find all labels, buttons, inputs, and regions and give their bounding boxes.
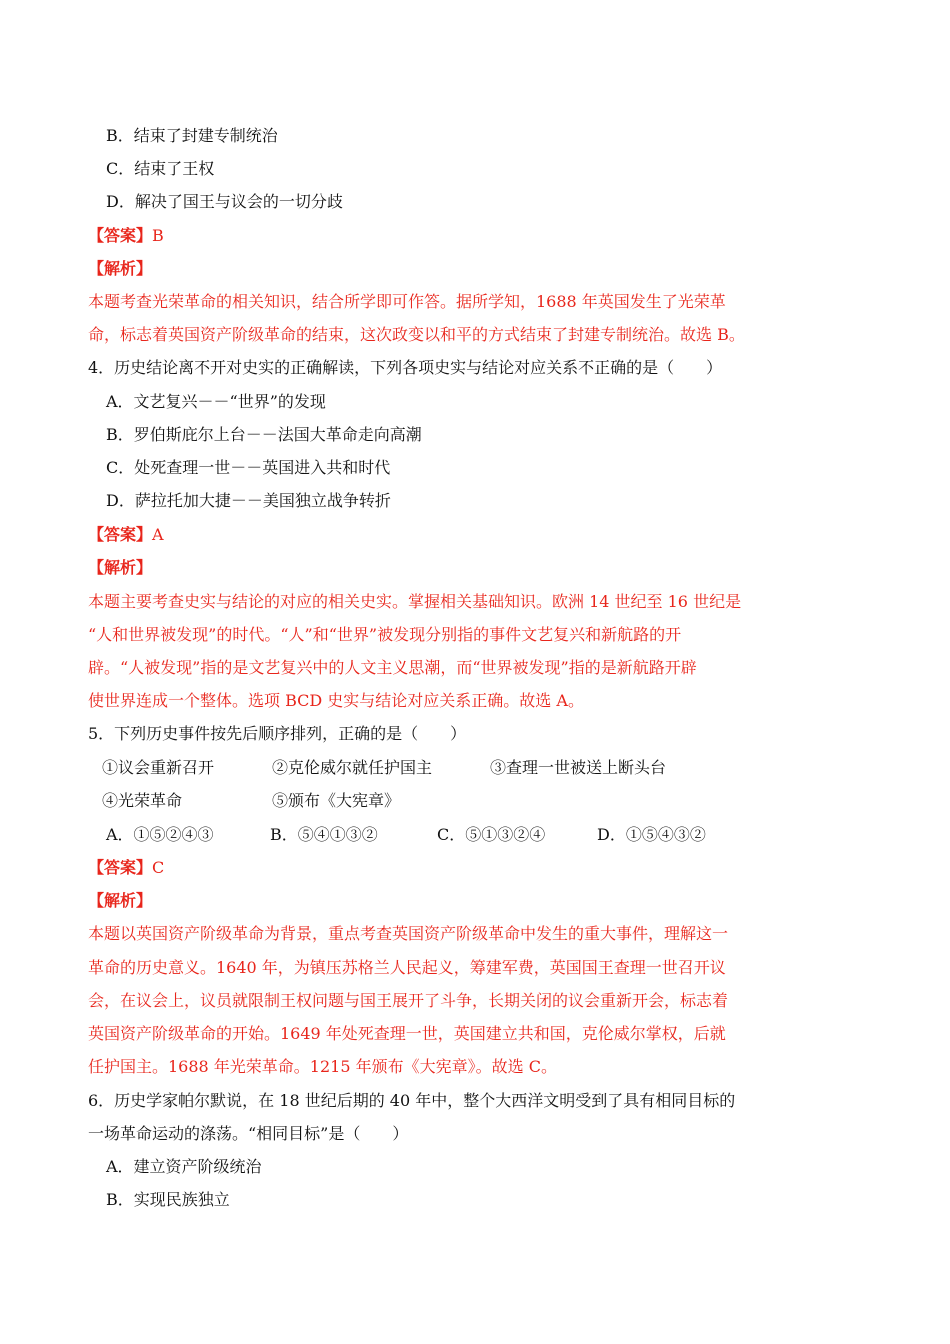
q5-analysis-line: 英国资产阶级革命的开始。1649 年处死查理一世，英国建立共和国，克伦威尔掌权，后就 <box>88 1024 726 1043</box>
q6-option-b: B．实现民族独立 <box>106 1190 230 1209</box>
q5-event: ③查理一世被送上断头台 <box>490 758 667 777</box>
q3-option-b: B．结束了封建专制统治 <box>106 126 278 145</box>
q5-stem: 5．下列历史事件按先后顺序排列，正确的是（ ） <box>88 724 467 743</box>
q6-option-a: A．建立资产阶级统治 <box>106 1157 262 1176</box>
q5-analysis-line: 革命的历史意义。1640 年，为镇压苏格兰人民起义，筹建军费，英国国王查理一世召开议 <box>88 958 726 977</box>
q5-answer <box>88 858 164 878</box>
answer-label: 【答案】 <box>88 226 153 245</box>
answer-label: 【答案】 <box>88 525 153 544</box>
q5-event: ④光荣革命 <box>102 791 183 810</box>
q5-event: ②克伦威尔就任护国主 <box>272 758 433 777</box>
q4-option-b: B．罗伯斯庇尔上台－－法国大革命走向高潮 <box>106 425 422 444</box>
q4-analysis-line: “人和世界被发现”的时代。“人”和“世界”被发现分别指的事件文艺复兴和新航路的开 <box>88 625 682 644</box>
q5-analysis-line: 任护国主。1688 年光荣革命。1215 年颁布《大宪章》。故选 C。 <box>88 1057 557 1076</box>
q3-answer <box>88 226 164 246</box>
q4-analysis-line: 本题主要考查史实与结论的对应的相关史实。掌握相关基础知识。欧洲 14 世纪至 16 世纪是 <box>88 592 742 611</box>
answer-value: C <box>152 858 165 877</box>
q5-option-c: C．⑤①③②④ <box>437 825 546 844</box>
q4-analysis-line: 使世界连成一个整体。选项 BCD 史实与结论对应关系正确。故选 A。 <box>88 691 584 710</box>
q5-analysis-label: 【解析】 <box>88 891 153 910</box>
q4-analysis-line: 辟。“人被发现”指的是文艺复兴中的人文主义思潮，而“世界被发现”指的是新航路开辟 <box>88 658 697 677</box>
q3-option-d: D．解决了国王与议会的一切分歧 <box>106 192 343 211</box>
q4-option-a: A．文艺复兴－－“世界”的发现 <box>106 392 326 411</box>
q4-stem: 4．历史结论离不开对史实的正确解读，下列各项史实与结论对应关系不正确的是（ ） <box>88 358 723 377</box>
q5-option-a: A．①⑤②④③ <box>106 825 214 844</box>
q6-stem-line: 6．历史学家帕尔默说，在 18 世纪后期的 40 年中，整个大西洋文明受到了具有相同目标的 <box>88 1091 736 1110</box>
q5-analysis-line: 本题以英国资产阶级革命为背景，重点考查英国资产阶级革命中发生的重大事件，理解这一 <box>88 924 729 943</box>
answer-value: A <box>152 525 164 544</box>
q3-analysis-line: 命，标志着英国资产阶级革命的结束，这次政变以和平的方式结束了封建专制统治。故选 B。 <box>88 325 745 344</box>
q4-option-c: C．处死查理一世－－英国进入共和时代 <box>106 458 391 477</box>
q5-analysis-line: 会，在议会上，议员就限制王权问题与国王展开了斗争，长期关闭的议会重新开会，标志着 <box>88 991 729 1010</box>
answer-label: 【答案】 <box>88 858 153 877</box>
q3-option-c: C．结束了王权 <box>106 159 215 178</box>
q6-stem-line: 一场革命运动的涤荡。“相同目标”是（ ） <box>88 1124 409 1143</box>
answer-value: B <box>152 226 164 245</box>
q5-event: ⑤颁布《大宪章》 <box>272 791 401 810</box>
q3-analysis-line: 本题考查光荣革命的相关知识，结合所学即可作答。据所学知，1688 年英国发生了光荣革 <box>88 292 726 311</box>
q5-option-d: D．①⑤④③② <box>597 825 706 844</box>
q5-event: ①议会重新召开 <box>102 758 215 777</box>
q3-analysis-label: 【解析】 <box>88 259 153 278</box>
q4-analysis-label: 【解析】 <box>88 558 153 577</box>
q4-answer <box>88 525 164 545</box>
q4-option-d: D．萨拉托加大捷－－美国独立战争转折 <box>106 491 391 510</box>
q5-option-b: B．⑤④①③② <box>270 825 378 844</box>
